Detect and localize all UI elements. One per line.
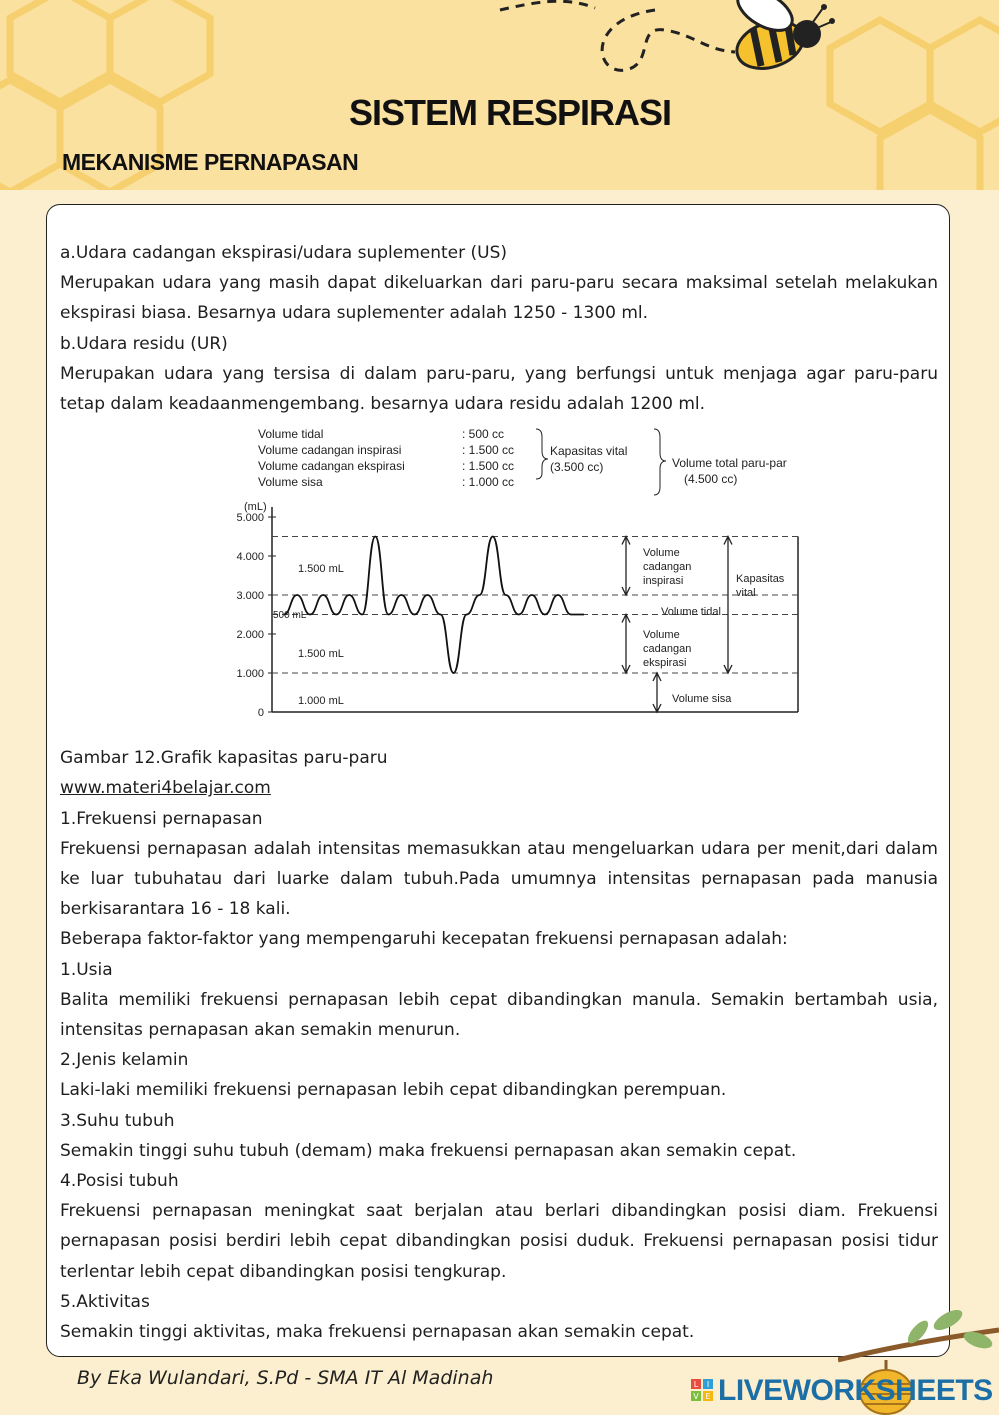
heading-udara-residu: b.Udara residu (UR) xyxy=(60,333,228,354)
label-500: 500 mL xyxy=(273,610,307,622)
label-vce-1: Volume xyxy=(643,629,680,642)
liveworksheets-brand[interactable]: LIVEWORKSHEETS xyxy=(718,1374,993,1407)
figure-source-link[interactable]: www.materi4belajar.com xyxy=(60,778,271,799)
legend-value: : 1.500 cc xyxy=(462,459,515,474)
paragraph-posisi-tubuh: Frekuensi pernapasan meningkat saat berjalan atau berlari dibandingkan posisi diam. Frekuensi pernapasan posisi berdiri lebih cepat dibandingkan posisi duduk. Frekuensi pernapasan posisi tidur terlentar lebih cepat dibandingkan posisi tengkurap. xyxy=(60,1201,938,1282)
heading-udara-suplementer: a.Udara cadangan ekspirasi/udara suplementer (US) xyxy=(60,243,508,263)
paragraph-udara-residu: Merupakan udara yang tersisa di dalam paru-paru, yang berfungsi untuk menjaga agar paru-paru tetap dalam keadaanmengembang. besarnya udara residu adalah 1200 ml. xyxy=(60,363,938,415)
paragraph-jenis-kelamin: Laki-laki memiliki frekuensi pernapasan lebih cepat dibandingkan perempuan. xyxy=(60,1080,727,1101)
y-tick-label: 1.000 xyxy=(236,668,264,681)
kapasitas-vital-label: Kapasitas vital xyxy=(550,444,628,459)
paragraph-usia: Balita memiliki frekuensi pernapasan lebih cepat dibandingkan manula. Semakin bertambah usia, intensitas pernapasan akan semakin menurun. xyxy=(60,989,938,1041)
svg-text:I: I xyxy=(706,1380,710,1389)
label-1000: 1.000 mL xyxy=(298,695,344,708)
liveworksheets-logo-icon xyxy=(690,1378,716,1402)
y-tick-label: 4.000 xyxy=(236,551,264,564)
label-1500-lower: 1.500 mL xyxy=(298,648,344,661)
svg-text:L: L xyxy=(693,1380,699,1389)
paragraph-udara-suplementer: Merupakan udara yang masih dapat dikeluarkan dari paru-paru secara maksimal setelah melakukan ekspirasi biasa. Besarnya udara suplementer adalah 1250 - 1300 ml. xyxy=(60,273,938,324)
svg-text:V: V xyxy=(693,1392,699,1401)
paragraph-suhu-tubuh: Semakin tinggi suhu tubuh (demam) maka frekuensi pernapasan akan semakin cepat. xyxy=(60,1140,797,1161)
label-vce-2: cadangan xyxy=(643,643,692,656)
legend-value: : 1.000 cc xyxy=(462,475,515,490)
bee-illustration xyxy=(495,0,845,90)
y-tick-label: 2.000 xyxy=(236,629,264,642)
legend-name: Volume cadangan inspirasi xyxy=(258,443,402,458)
volume-total-value: (4.500 cc) xyxy=(684,472,738,487)
section-subtitle: MEKANISME PERNAPASAN xyxy=(62,149,359,175)
label-kv-2: vital xyxy=(736,587,756,600)
lung-capacity-figure xyxy=(60,425,938,743)
heading-frekuensi: 1.Frekuensi pernapasan xyxy=(60,808,263,829)
paragraph-faktor: Beberapa faktor-faktor yang mempengaruhi kecepatan frekuensi pernapasan adalah: xyxy=(60,929,788,950)
y-tick-label: 3.000 xyxy=(236,590,264,603)
page-title: SISTEM RESPIRASI xyxy=(348,92,672,133)
legend-name: Volume sisa xyxy=(258,475,323,490)
label-1500-upper: 1.500 mL xyxy=(298,563,344,576)
volume-total-label: Volume total paru-par xyxy=(672,456,787,471)
heading-aktivitas: 5.Aktivitas xyxy=(60,1291,150,1312)
legend-name: Volume cadangan ekspirasi xyxy=(258,459,405,474)
paragraph-aktivitas: Semakin tinggi aktivitas, maka frekuensi pernapasan akan semakin cepat. xyxy=(60,1322,695,1343)
label-volume-tidal: Volume tidal xyxy=(661,606,721,619)
heading-usia: 1.Usia xyxy=(60,959,113,980)
paragraph-frekuensi: Frekuensi pernapasan adalah intensitas memasukkan atau mengeluarkan udara per menit,dari dalam ke luar tubuhatau dari luarke dalam tubuh.Pada umumnya intensitas pernapasan pada manusia berkisarantara 16 - 18 kali. xyxy=(60,838,938,920)
figure-caption: Gambar 12.Grafik kapasitas paru-paru xyxy=(60,748,388,769)
label-volume-sisa: Volume sisa xyxy=(672,693,732,706)
heading-posisi-tubuh: 4.Posisi tubuh xyxy=(60,1171,179,1192)
label-kv-1: Kapasitas xyxy=(736,573,785,586)
author-credit: By Eka Wulandari, S.Pd - SMA IT Al Madinah xyxy=(77,1367,494,1389)
svg-text:E: E xyxy=(705,1392,711,1401)
legend-value: : 500 cc xyxy=(462,427,505,442)
legend-value: : 1.500 cc xyxy=(462,443,515,458)
label-vce-3: ekspirasi xyxy=(643,657,687,670)
label-vci-3: inspirasi xyxy=(643,575,684,588)
kapasitas-vital-value: (3.500 cc) xyxy=(550,460,604,475)
heading-jenis-kelamin: 2.Jenis kelamin xyxy=(60,1050,189,1071)
label-vci-1: Volume xyxy=(643,547,680,560)
heading-suhu-tubuh: 3.Suhu tubuh xyxy=(60,1110,175,1131)
y-tick-label: 5.000 xyxy=(236,512,264,525)
lung-capacity-chart xyxy=(60,425,938,743)
label-vci-2: cadangan xyxy=(643,561,692,574)
y-tick-label: 0 xyxy=(257,707,264,720)
content-body xyxy=(60,238,938,1347)
legend-name: Volume tidal xyxy=(258,427,324,442)
axis-unit: (mL) xyxy=(244,501,267,514)
